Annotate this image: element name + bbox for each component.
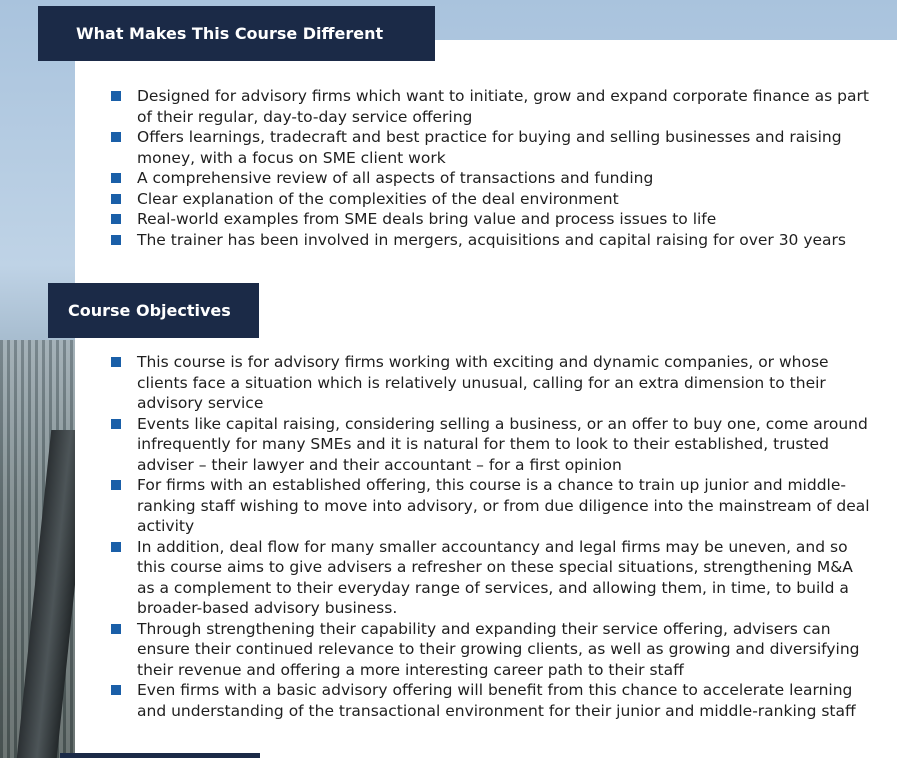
square-bullet-icon xyxy=(111,624,121,634)
square-bullet-icon xyxy=(111,419,121,429)
course-different-list xyxy=(110,86,875,250)
list-item: Clear explanation of the complexities of the deal environment xyxy=(110,189,875,210)
course-objectives-list xyxy=(110,352,875,721)
section-heading-course-objectives xyxy=(48,283,259,338)
list-item: Real-world examples from SME deals bring value and process issues to life xyxy=(110,209,875,230)
square-bullet-icon xyxy=(111,480,121,490)
square-bullet-icon xyxy=(111,685,121,695)
square-bullet-icon xyxy=(111,214,121,224)
square-bullet-icon xyxy=(111,173,121,183)
square-bullet-icon xyxy=(111,235,121,245)
next-section-heading-edge xyxy=(60,753,260,758)
list-item: Through strengthening their capability and expanding their service offering, advisers can ensure their continued relevance to their growing clients, as well as growing and diversifying their revenue and offering a more interesting career path to their staff xyxy=(110,619,875,681)
list-item: Even firms with a basic advisory offering will benefit from this chance to accelerate learning and understanding of the transactional environment for their junior and middle-ranking staff xyxy=(110,680,875,721)
section-heading-course-different xyxy=(38,6,435,61)
list-item: This course is for advisory firms working with exciting and dynamic companies, or whose clients face a situation which is relatively unusual, calling for an extra dimension to their advisory service xyxy=(110,352,875,414)
list-item: Designed for advisory firms which want to initiate, grow and expand corporate finance as part of their regular, day-to-day service offering xyxy=(110,86,875,127)
list-item: The trainer has been involved in mergers, acquisitions and capital raising for over 30 years xyxy=(110,230,875,251)
square-bullet-icon xyxy=(111,357,121,367)
square-bullet-icon xyxy=(111,132,121,142)
square-bullet-icon xyxy=(111,542,121,552)
section-heading-label: What Makes This Course Different xyxy=(76,24,384,43)
section-heading-label: Course Objectives xyxy=(68,301,231,320)
list-item: Offers learnings, tradecraft and best practice for buying and selling businesses and raising money, with a focus on SME client work xyxy=(110,127,875,168)
list-item: A comprehensive review of all aspects of transactions and funding xyxy=(110,168,875,189)
list-item: In addition, deal flow for many smaller accountancy and legal firms may be uneven, and so this course aims to give advisers a refresher on these special situations, strengthening M&A as a complement to their everyday range of services, and allowing them, in time, to build a broader-based advisory business. xyxy=(110,537,875,619)
square-bullet-icon xyxy=(111,91,121,101)
square-bullet-icon xyxy=(111,194,121,204)
list-item: For firms with an established offering, this course is a chance to train up junior and middle-ranking staff wishing to move into advisory, or from due diligence into the mainstream of deal activity xyxy=(110,475,875,537)
list-item: Events like capital raising, considering selling a business, or an offer to buy one, come around infrequently for many SMEs and it is natural for them to look to their established, trusted adviser – their lawyer and their accountant – for a first opinion xyxy=(110,414,875,476)
